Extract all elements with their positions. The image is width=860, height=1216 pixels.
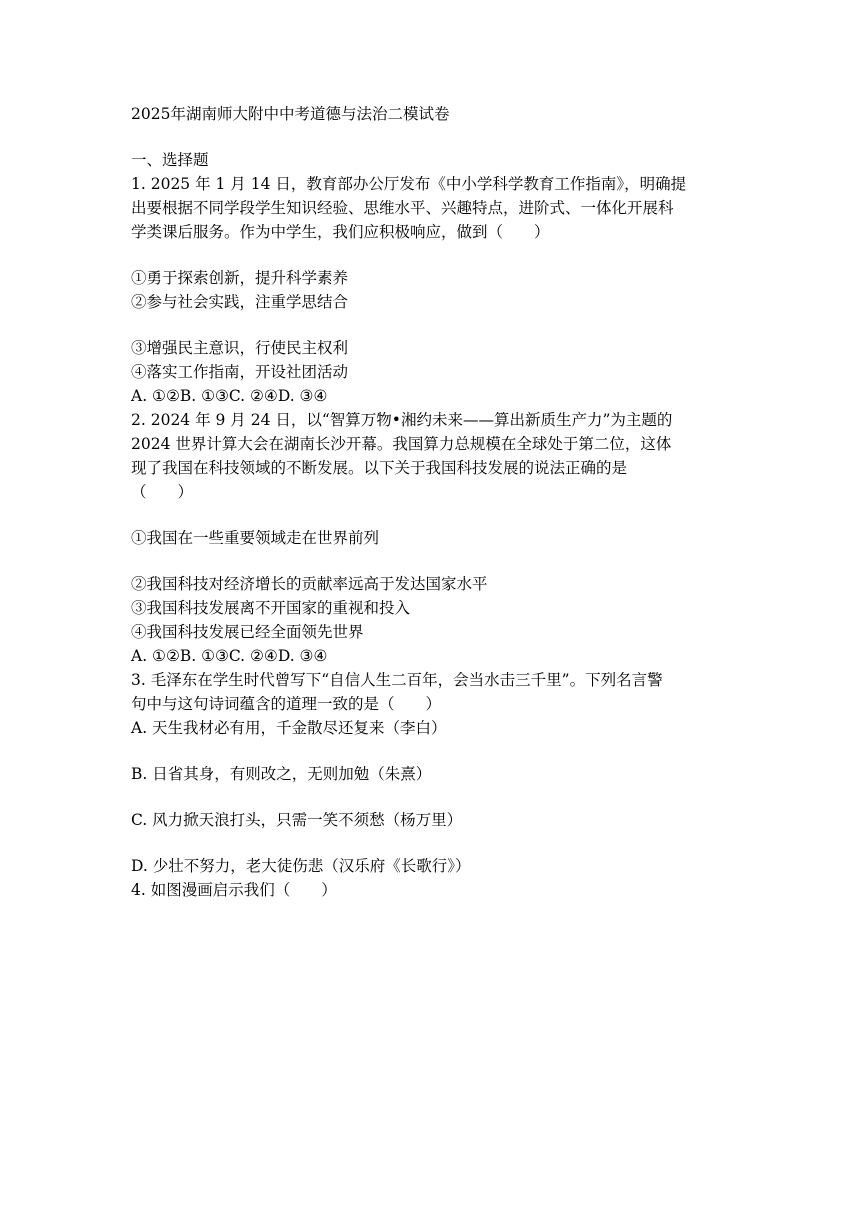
q1-stem-line: 出要根据不同学段学生知识经验、思维水平、兴趣特点，进阶式、一体化开展科 [131,199,674,217]
q2-stem-line: 现了我国在科技领域的不断发展。以下关于我国科技发展的说法正确的是 [131,459,628,477]
q3-stem-line: 句中与这句诗词蕴含的道理一致的是（ ） [131,695,442,713]
q1-item-1: ①勇于探索创新，提升科学素养 [131,269,349,287]
question-2 [131,408,731,668]
question-1 [131,172,731,408]
q2-stem-line: 2024 世界计算大会在湖南长沙开幕。我国算力总规模在全球处于第二位，这体 [131,435,672,453]
q2-item-4: ④我国科技发展已经全面领先世界 [131,623,364,641]
question-4 [131,878,731,902]
q2-item-3: ③我国科技发展离不开国家的重视和投入 [131,599,411,617]
q1-item-4: ④落实工作指南，开设社团活动 [131,363,349,381]
q3-option-a: A. 天生我材必有用，千金散尽还复来（李白） [131,719,447,737]
q1-stem-line: 学类课后服务。作为中学生，我们应积极响应，做到（ ） [131,223,550,241]
exam-page [131,102,731,902]
q2-item-1: ①我国在一些重要领域走在世界前列 [131,529,380,547]
q3-option-c: C. 风力掀天浪打头，只需一笑不须愁（杨万里） [131,811,463,829]
exam-title: 2025年湖南师大附中中考道德与法治二模试卷 [131,105,450,123]
question-3 [131,668,731,878]
q1-options: A. ①②B. ①③C. ②④D. ③④ [131,387,328,405]
q3-stem-line: 3. 毛泽东在学生时代曾写下“自信人生二百年，会当水击三千里”。下列名言警 [131,671,663,689]
q2-item-2: ②我国科技对经济增长的贡献率远高于发达国家水平 [131,575,488,593]
q4-stem: 4. 如图漫画启示我们（ ） [131,881,337,899]
q2-stem-line: （ ） [131,483,194,501]
q3-option-b: B. 日省其身，有则改之，无则加勉（朱熹） [131,765,432,783]
q3-option-d: D. 少壮不努力，老大徒伤悲（汉乐府《长歌行》） [131,857,471,875]
q1-item-2: ②参与社会实践，注重学思结合 [131,293,349,311]
q2-stem-line: 2. 2024 年 9 月 24 日，以“智算万物•湘约未来——算出新质生产力”为主题的 [131,411,673,429]
q1-item-3: ③增强民主意识，行使民主权利 [131,339,349,357]
q2-options: A. ①②B. ①③C. ②④D. ③④ [131,647,328,665]
q1-stem-line: 1. 2025 年 1 月 14 日，教育部办公厅发布《中小学科学教育工作指南》，明确提 [131,175,687,193]
section-heading: 一、选择题 [131,151,209,169]
